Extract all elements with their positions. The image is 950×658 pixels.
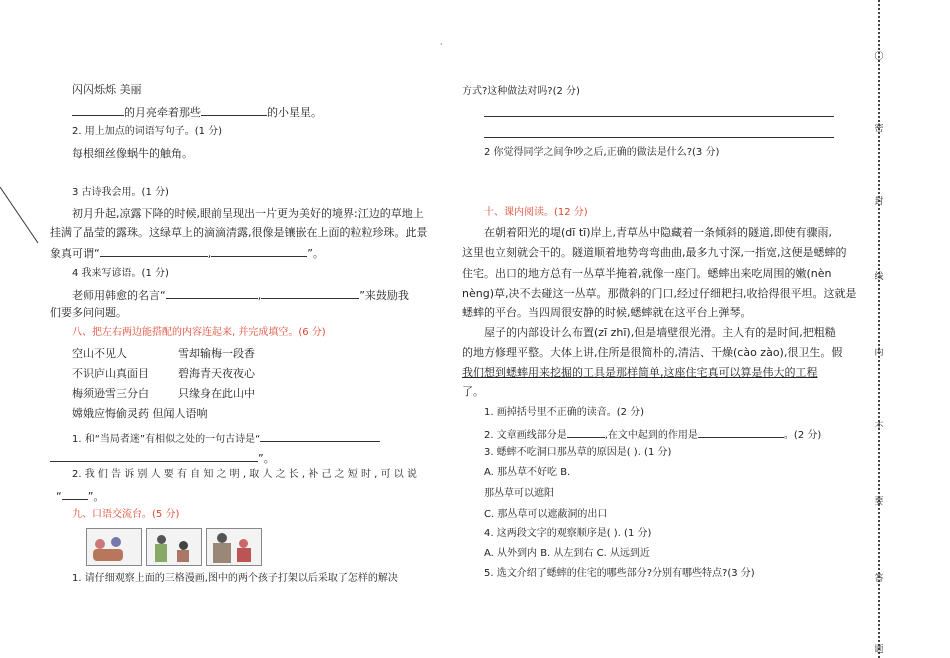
section8-title: 八、把左右两边能搭配的内容连起来, 并完成填空。(6 分): [72, 327, 326, 338]
passage-p1-3: 住宅。出口的地方总有一丛草半掩着,就像一座门。蟋蟀出来吃周围的嫩(nèn: [462, 267, 832, 280]
binding-label-5: 内: [874, 348, 884, 358]
blank[interactable]: [166, 287, 258, 299]
passage-p1-4: nèng)草,决不去碰这一丛草。那微斜的门口,经过仔细耙扫,收拾得很平坦。这就是: [462, 287, 857, 300]
binding-label-1: 〇: [874, 52, 884, 62]
section8-q2: 2. 我 们 告 诉 别 人 要 有 自 知 之 明 , 取 人 之 长 , 补 己 之 短 时 , 可 以 说: [72, 469, 417, 480]
q2-text: 每根细丝像蜗牛的触角。: [72, 147, 193, 160]
blank[interactable]: [72, 104, 124, 116]
blank[interactable]: [698, 426, 784, 438]
s10-q5: 5. 选文介绍了蟋蟀的住宅的哪些部分?分别有哪些特点?(3 分): [484, 568, 755, 579]
blank[interactable]: [260, 430, 380, 442]
passage-p1-5: 蟋蟀的平台。当四周很安静的时候,蟋蟀就在这平台上弹琴。: [462, 306, 752, 319]
binding-label-9: 题: [874, 645, 884, 655]
word-pair: 闪闪烁烁 美丽: [72, 83, 142, 96]
section8-q2-cont: “ ”。: [56, 490, 105, 503]
section8-q1: 1. 和“当局者迷”有相似之处的一句古诗是“: [72, 430, 380, 447]
binding-dotted-line: [878, 0, 884, 658]
q3-line-2: 挂满了晶莹的露珠。这绿草上的滴滴清露,很像是镶嵌在上面的粒粒珍珠。此景: [50, 226, 428, 239]
poem-right-3: 只缘身在此山中: [178, 387, 255, 400]
top-dot: ·: [440, 40, 443, 49]
binding-label-7: 要: [874, 497, 884, 507]
blank[interactable]: [62, 488, 88, 500]
q3-title: 3 古诗我会用。(1 分): [72, 187, 169, 198]
blank[interactable]: [50, 450, 258, 462]
blank[interactable]: [100, 245, 208, 257]
section9-q1: 1. 请仔细观察上面的三格漫画,图中的两个孩子打架以后采取了怎样的解决: [72, 573, 398, 584]
binding-label-4: 线: [874, 272, 884, 282]
section10-title: 十、课内阅读。(12 分): [484, 207, 588, 218]
passage-p2-1: 屋子的内部设计么布置(zī zhī),但是墙壁很光滑。主人有的是时间,把粗糙: [484, 326, 836, 339]
passage-p1-2: 这里也立刻就会干的。隧道顺着地势弯弯曲曲,最多九寸深,一指宽,这便是蟋蟀的: [462, 246, 847, 259]
passage-underlined: 我们想到蟋蟀用来挖掘的工具是那样简单,这座住宅真可以算是伟大的工程: [462, 366, 818, 379]
s10-q2: 2. 文章画线部分是 ,在文中起到的作用是 。(2 分): [484, 426, 821, 443]
q1-continuation: 方式?这种做法对吗?(2 分): [462, 86, 580, 97]
blank[interactable]: [261, 287, 359, 299]
q4-line: 老师用韩愈的名言“ , ”来鼓励我: [72, 289, 409, 302]
q2-title: 2. 用上加点的词语写句子。(1 分): [72, 126, 223, 137]
poem-left-3: 梅须逊雪三分白: [72, 387, 149, 400]
q4-line-2: 们要多问问题。: [50, 306, 127, 319]
q2-right: 2 你觉得同学之间争吵之后,正确的做法是什么?(3 分): [484, 147, 720, 158]
passage-p2-2: 的地方修理平整。大体上讲,住所是很简朴的,清洁、干燥(cào zào),很卫生。假: [462, 346, 843, 359]
fill-sentence: 的月亮牵着那些 的小星星。: [72, 104, 322, 120]
q3-answer: 象真可谓“ , ”。: [50, 247, 324, 260]
blank[interactable]: [211, 245, 307, 257]
binding-label-3: 封: [874, 197, 884, 207]
s10-q4-options: A. 从外到内 B. 从左到右 C. 从远到近: [484, 548, 650, 559]
poem-right-2: 碧海青天夜夜心: [178, 367, 255, 380]
q4-title: 4 我来写谚语。(1 分): [72, 268, 169, 279]
poem-left-4: 嫦娥应悔偷灵药 但闻人语响: [72, 407, 208, 420]
comic-panel-1: [86, 528, 142, 566]
section8-q1-cont: ”。: [50, 450, 275, 466]
q3-line-1: 初月升起,凉露下降的时候,眼前呈现出一片更为美好的境界:江边的草地上: [72, 207, 424, 220]
binding-label-2: 密: [874, 124, 884, 134]
comic-panel-2: [146, 528, 202, 566]
s10-q3-a: A. 那丛草不好吃 B.: [484, 467, 571, 478]
comic-panel-3: [206, 528, 262, 566]
poem-left-1: 空山不见人: [72, 347, 127, 360]
binding-label-8: 答: [874, 574, 884, 584]
section9-title: 九、口语交流台。(5 分): [72, 509, 180, 520]
passage-end: 了。: [462, 385, 484, 398]
s10-q3-b: 那丛草可以遮阳: [484, 488, 554, 499]
poem-right-1: 雪却输梅一段香: [178, 347, 255, 360]
s10-q1: 1. 画掉括号里不正确的读音。(2 分): [484, 407, 645, 418]
binding-label-6: 不: [874, 422, 884, 432]
answer-line[interactable]: [484, 116, 834, 117]
poem-left-2: 不识庐山真面目: [72, 367, 149, 380]
blank[interactable]: [201, 104, 267, 116]
margin-diagonal-line: [0, 185, 40, 245]
s10-q4: 4. 这两段文字的观察顺序是( ). (1 分): [484, 528, 652, 539]
s10-q3: 3. 蟋蟀不吃洞口那丛草的原因是( ). (1 分): [484, 447, 672, 458]
answer-line[interactable]: [484, 137, 834, 138]
s10-q3-c: C. 那丛草可以遮蔽洞的出口: [484, 509, 608, 520]
passage-p1-1: 在朝着阳光的堤(dī tī)岸上,青草丛中隐藏着一条倾斜的隧道,即使有骤雨,: [484, 226, 832, 239]
blank[interactable]: [567, 426, 605, 438]
